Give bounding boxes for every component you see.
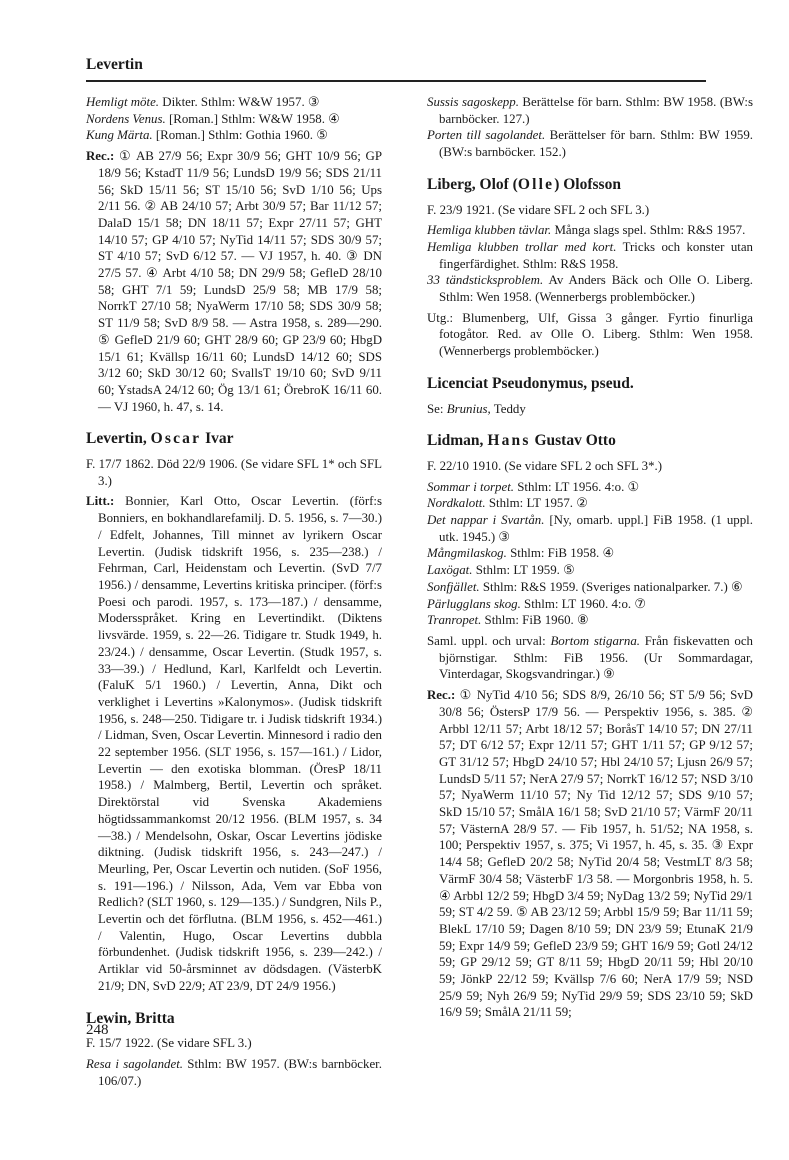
- entry-heading-licenciat: Licenciat Pseudonymus, pseud.: [427, 374, 634, 392]
- work-entry: Sonfjället. Sthlm: R&S 1959. (Sveriges nationalparker. 7.) ⑥: [427, 579, 743, 594]
- work-entry: Mångmilaskog. Sthlm: FiB 1958. ④: [427, 546, 615, 561]
- header-rule: [86, 80, 706, 82]
- bio-line: F. 22/10 1910. (Se vidare SFL 2 och SFL 3*.): [427, 458, 663, 473]
- work-entry: Kung Märta. [Roman.] Sthlm: Gothia 1960. ⑤: [86, 128, 328, 143]
- bio-line: F. 15/7 1922. (Se vidare SFL 3.): [86, 1036, 252, 1051]
- work-entry: Sussis sagoskepp. Berättelse för barn. Sthlm: BW 1958. (BW:s barnböcker. 127.): [427, 95, 753, 126]
- work-entry: 33 tändsticksproblem. Av Anders Bäck och Olle O. Liberg. Sthlm: Wen 1958. (Wennerbergs problemböcker.): [427, 273, 753, 305]
- bio-line: F. 17/7 1862. Död 22/9 1906. (Se vidare SFL 1* och SFL 3.): [86, 457, 382, 488]
- page-number: 248: [86, 1022, 109, 1038]
- collected-editions: Saml. uppl. och urval: Bortom stigarna. Från fiskevatten och björnstigar. Sthlm: FiB 1956. (Ur Sommardagar, Vinterdagar, Skogsvandringar.) ⑨: [427, 633, 753, 682]
- bio-line: F. 23/9 1921. (Se vidare SFL 2 och SFL 3.): [427, 202, 650, 217]
- entry-heading-olof-liberg: Liberg, Olof (Olle) Olofsson: [427, 175, 621, 193]
- work-entry: Hemligt möte. Dikter. Sthlm: W&W 1957. ③: [86, 95, 320, 109]
- literature-block: Litt.: Bonnier, Karl Otto, Oscar Levertin. (förf:s Bonniers, en bokhandlarefamilj. D. 5. 1956, s. 7—30.) / Edfelt, Johannes, Till minnet av lyrikern Oscar Levertin. (Judisk tidskrift 1956, s. 235—238.) / Fehrman, Carl, Heidenstam och Levertin. (SvD 7/7 1956.) / densamme, Levertins kritiska principer. (förf:s Poesi och parodi. 1957, s. 173—187.) / densamme, Modersspråket. Kring en Levertindikt. (Diktens livsvärde. 1959, s. 22—26. Tidigare tr. Studk 1949, h. 23/24.) / densamme, Oscar Levertin. (Studk 1957, s. 33—39.) / Hedlund, Karl, Karlfeldt och Levertin. (FaluK 5/1 1960.) / Levertin, Anna, Dikt och verklighet i Levertins »Kalonymos». (Judisk tidskrift 1956, s. 248—250. Tidigare tr. i Judisk tidskrift 1934.) / Lidman, Sven, Oscar Levertin. Minnesord i radio den 22 september 1956. (SLT 1956, s. 157—161.) / Lidor, Levertin — den exotiska blomman. (ÖresP 18/11 1958.) / Malmberg, Bertil, Levertin och språket. Direktörstal vid Svenska Akademiens högtidssammankomst 20/12 1956. (BLM 1957, s. 34—38.) / Mendelsohn, Oskar, Oscar Levertins jödiske diktning. (Judisk tidskrift 1956, s. 243—247.) / Meurling, Per, Oscar Levertin och nutiden. (SoF 1956, s. 191—196.) / Nilsson, Ada, Vem var Ebba von Redlich? (SLT 1960, s. 129—135.) / Sundgren, Nils P., Levertin och det förflutna. (BLM 1956, s. 452—461.) / Valentin, Hugo, Oscar Levertins dubbla förbundenhet. (Judisk tidskrift 1956, s. 239—242.) / Artiklar vid 50-årsminnet av dödsdagen. (VästerbK 21/9; DN, SvD 22/9; AT 23/9, DT 24/9 1956.): [86, 494, 382, 993]
- work-entry: Det nappar i Svartån. [Ny, omarb. uppl.] FiB 1958. (1 uppl. utk. 1945.) ③: [427, 513, 753, 544]
- review-block: Rec.: ① NyTid 4/10 56; SDS 8/9, 26/10 56; ST 5/9 56; SvD 30/8 56; ÖstersP 17/9 56. — Perspektiv 1956, s. 385. ② Arbbl 12/11 57; Arbt 18/12 57; BoråsT 14/10 57; DN 27/11 57; DT 6/12 57; Expr 12/11 57; GHT 1/11 57; GP 9/12 57; GT 31/12 57; HbgD 24/10 57; Hbl 24/10 57; Ljusn 26/9 57; LundsD 5/11 57; NerA 27/9 57; NorrkT 16/12 57; NSD 3/10 57; NyaWerm 11/10 57; Ny Tid 12/12 57; SDS 9/10 57; SkD 15/10 57; SmålA 16/1 58; SvD 21/10 57; VärmF 20/11 57; VästernA 28/9 57. — Fib 1957, h. 51/52; NA 1958, s. 100; Perspektiv 1957, s. 375; Vi 1957, h. 45, s. 35. ③ Expr 14/4 58; GefleD 20/2 58; NyTid 20/4 58; VestmLT 8/3 58; VärmF 30/4 58; VästerbF 1/3 58. — Morgonbris 1958, h. 5. ④ Arbbl 12/2 59; HbgD 3/4 59; NyDag 13/2 59; NyTid 29/1 59; ST 4/2 59. ⑤ AB 23/12 59; Arbbl 15/9 59; Bar 11/11 59; BlekL 17/10 59; Dagen 8/10 59; DN 23/9 59; EtunaK 21/9 59; Expr 14/9 59; GefleD 23/9 59; GHT 16/9 59; Gotl 24/12 59; GP 29/12 59; GT 8/11 59; HbgD 20/11 59; Hbl 20/10 59; JönkP 22/12 59; Kvällsp 7/6 60; NerA 17/9 59; NSD 25/9 59; Nyh 26/9 59; NyTid 29/9 59; SDS 23/10 59; SkD 16/9 59; SmålA 21/11 59;: [427, 688, 753, 1020]
- review-block: Rec.: ① AB 27/9 56; Expr 30/9 56; GHT 10/9 56; GP 18/9 56; KstadT 11/9 56; LundsD 19/9 56; SDS 21/11 56; SkD 15/11 56; ST 15/10 56; SvD 1/10 56; Ups 2/11 56. ② AB 24/10 57; Arbt 30/9 57; Bar 11/12 57; DalaD 15/1 58; DN 18/11 57; Expr 27/11 57; GHT 14/10 57; GP 4/10 57; NyTid 14/11 57; SDS 30/9 57; ST 4/10 57; SvD 6/12 57. — VJ 1957, h. 40. ③ DN 27/5 57. ④ Arbt 4/10 58; DN 29/9 58; GefleD 28/10 58; GHT 7/1 59; LundsD 25/9 58; MB 17/9 58; NorrkT 27/10 58; NyaWerm 17/10 58; SDS 30/9 58; ST 11/9 58; SvD 8/9 58. — Astra 1958, s. 289—290. ⑤ GefleD 21/9 60; GHT 28/9 60; GP 23/9 60; HbgD 15/1 61; Kvällsp 16/11 60; LundsD 14/12 60; SDS 3/12 60; SkD 30/12 60; SvallsT 19/10 60; SvD 9/11 60; YstadsA 24/12 60; Ög 13/1 61; ÖrebroK 16/11 60. — VJ 1960, h. 47, s. 14.: [86, 149, 382, 414]
- entry-heading-britta-lewin: Lewin, Britta: [86, 1009, 175, 1027]
- left-column: [86, 94, 382, 1089]
- work-entry: Nordens Venus. [Roman.] Sthlm: W&W 1958. ④: [86, 111, 340, 126]
- work-entry: Pärlugglans skog. Sthlm: LT 1960. 4:o. ⑦: [427, 596, 646, 611]
- work-entry: Resa i sagolandet. Sthlm: BW 1957. (BW:s barnböcker. 106/07.): [86, 1056, 382, 1088]
- work-entry: Hemliga klubben tävlar. Många slags spel. Sthlm: R&S 1957.: [427, 223, 746, 238]
- work-entry: Laxögat. Sthlm: LT 1959. ⑤: [427, 563, 575, 578]
- see-reference: Se: Brunius, Teddy: [427, 401, 526, 416]
- entry-heading-oscar-levertin: Levertin, Oscar Ivar: [86, 430, 234, 448]
- editor-block: Utg.: Blumenberg, Ulf, Gissa 3 gånger. Fyrtio finurliga fotogåtor. Red. av Olle O. Liberg. Sthlm: Wen 1958. (Wennerbergs problemböcker.): [427, 310, 753, 359]
- work-entry: Hemliga klubben trollar med kort. Tricks och konster utan fingerfärdighet. Sthlm: R&S 1958.: [427, 239, 754, 271]
- right-column: [427, 94, 753, 1021]
- work-entry: Sommar i torpet. Sthlm: LT 1956. 4:o. ①: [427, 479, 640, 494]
- work-entry: Porten till sagolandet. Berättelser för barn. Sthlm: BW 1959. (BW:s barnböcker. 152.): [427, 128, 754, 160]
- entry-heading-hans-lidman: Lidman, Hans Gustav Otto: [427, 432, 616, 450]
- work-entry: Nordkalott. Sthlm: LT 1957. ②: [427, 496, 588, 511]
- page-header-title: Levertin: [86, 56, 143, 73]
- work-entry: Tranropet. Sthlm: FiB 1960. ⑧: [427, 613, 589, 628]
